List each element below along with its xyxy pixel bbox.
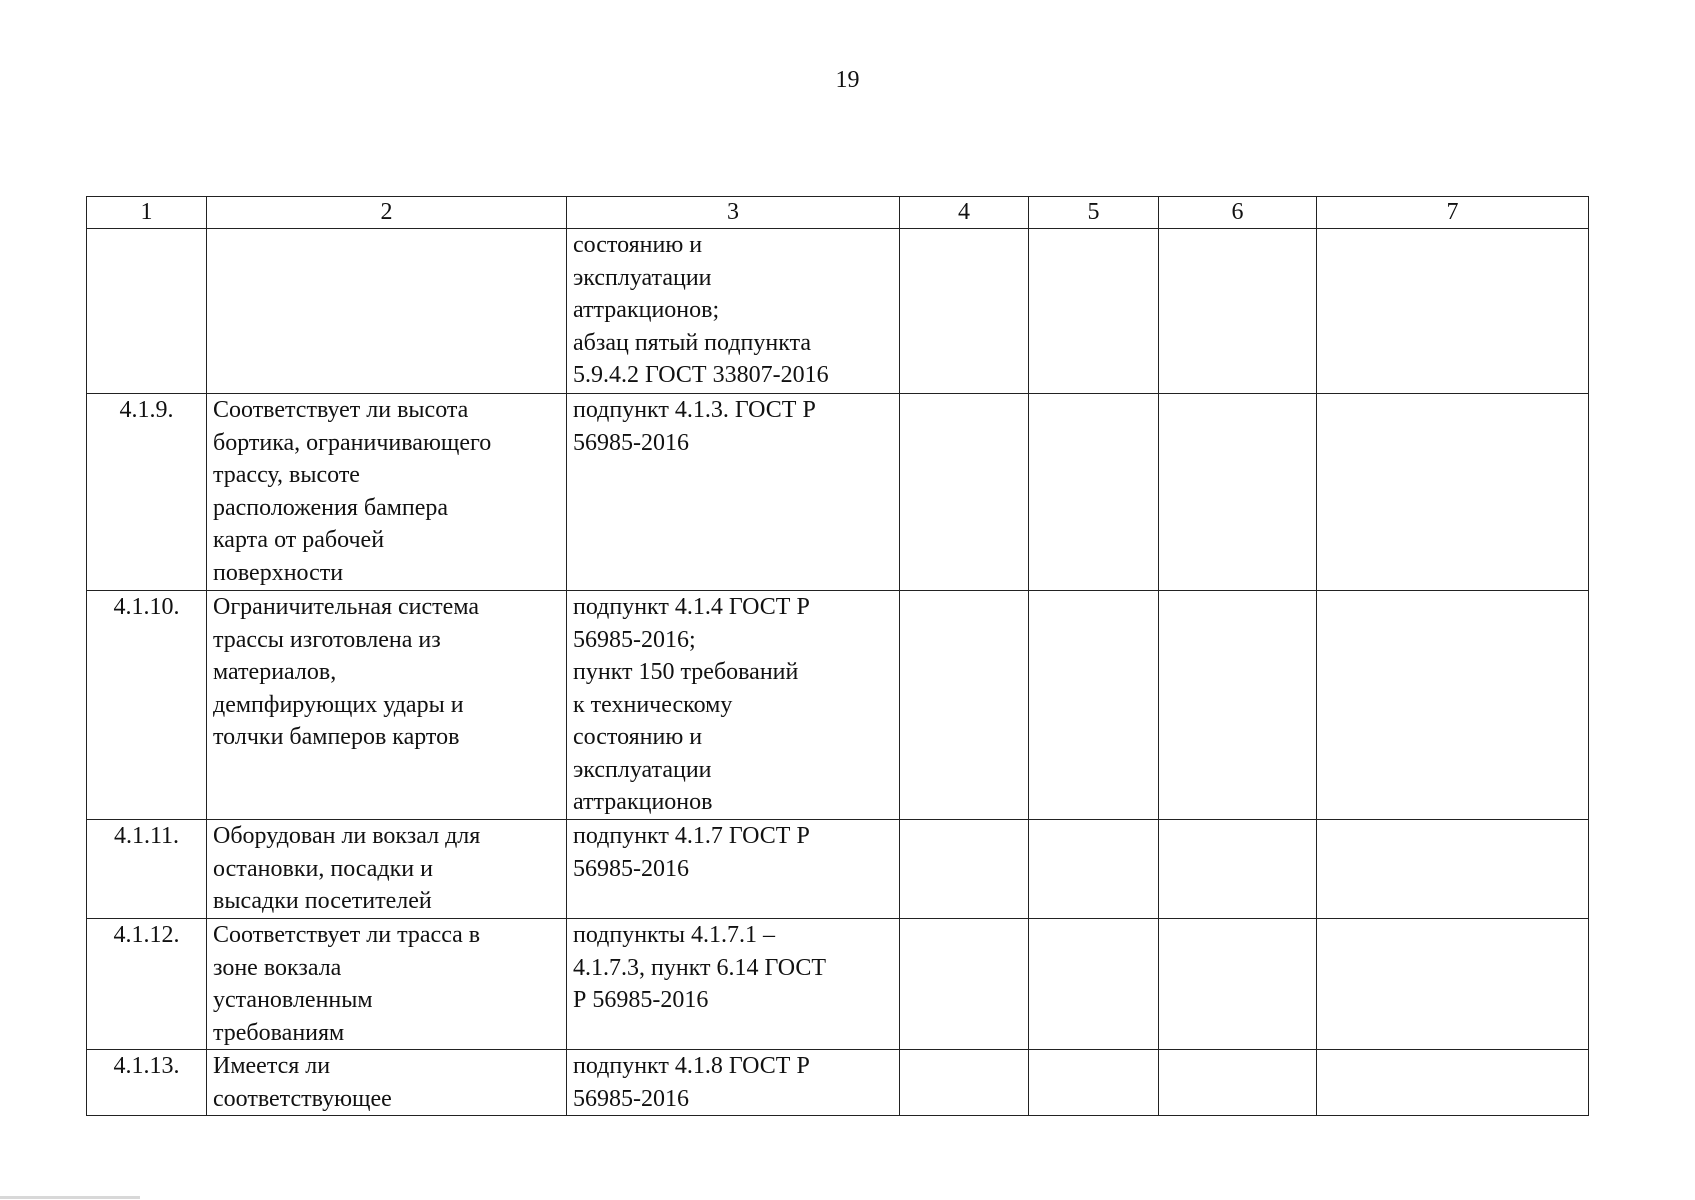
cell-col-5 (1029, 229, 1159, 394)
cell-col-7 (1317, 394, 1589, 591)
cell-col-6 (1159, 591, 1317, 820)
checklist-table-container (86, 196, 1588, 1116)
checklist-table (86, 196, 1589, 1116)
cell-col-6 (1159, 229, 1317, 394)
item-question (207, 229, 567, 394)
table-header-row (87, 197, 1589, 229)
table-row (87, 394, 1589, 591)
item-question: Ограничительная система трассы изготовлена из материалов, демпфирующих удары и толчки бамперов картов (207, 591, 567, 820)
table-row (87, 1050, 1589, 1116)
cell-col-6 (1159, 820, 1317, 919)
cell-col-5 (1029, 1050, 1159, 1116)
item-number: 4.1.12. (87, 919, 207, 1050)
cell-col-7 (1317, 229, 1589, 394)
item-question: Оборудован ли вокзал для остановки, посадки и высадки посетителей (207, 820, 567, 919)
cell-col-5 (1029, 820, 1159, 919)
header-col-1: 1 (87, 197, 207, 229)
cell-col-6 (1159, 394, 1317, 591)
item-number: 4.1.9. (87, 394, 207, 591)
cell-col-4 (900, 919, 1029, 1050)
cell-col-4 (900, 229, 1029, 394)
item-reference: подпункт 4.1.7 ГОСТ Р 56985-2016 (567, 820, 900, 919)
cell-col-5 (1029, 591, 1159, 820)
cell-col-7 (1317, 820, 1589, 919)
table-row (87, 591, 1589, 820)
item-reference: состоянию и эксплуатации аттракционов; абзац пятый подпункта 5.9.4.2 ГОСТ 33807-2016 (567, 229, 900, 394)
table-row (87, 229, 1589, 394)
item-number (87, 229, 207, 394)
item-number: 4.1.11. (87, 820, 207, 919)
cell-col-4 (900, 591, 1029, 820)
cell-col-5 (1029, 919, 1159, 1050)
cell-col-4 (900, 1050, 1029, 1116)
item-question: Соответствует ли трасса в зоне вокзала установленным требованиям (207, 919, 567, 1050)
cell-col-6 (1159, 1050, 1317, 1116)
item-number: 4.1.10. (87, 591, 207, 820)
cell-col-7 (1317, 591, 1589, 820)
header-col-7: 7 (1317, 197, 1589, 229)
page-number: 19 (835, 67, 860, 93)
item-question: Соответствует ли высота бортика, ограничивающего трассу, высоте расположения бампера карта от рабочей поверхности (207, 394, 567, 591)
item-reference: подпункт 4.1.3. ГОСТ Р 56985-2016 (567, 394, 900, 591)
table-row (87, 820, 1589, 919)
item-reference: подпункт 4.1.8 ГОСТ Р 56985-2016 (567, 1050, 900, 1116)
table-row (87, 919, 1589, 1050)
header-col-4: 4 (900, 197, 1029, 229)
cell-col-6 (1159, 919, 1317, 1050)
header-col-5: 5 (1029, 197, 1159, 229)
cell-col-5 (1029, 394, 1159, 591)
cell-col-4 (900, 394, 1029, 591)
cell-col-7 (1317, 1050, 1589, 1116)
header-col-2: 2 (207, 197, 567, 229)
item-reference: подпункт 4.1.4 ГОСТ Р 56985-2016; пункт 150 требований к техническому состоянию и эксплуатации аттракционов (567, 591, 900, 820)
scan-edge-mark (0, 1196, 140, 1199)
header-col-3: 3 (567, 197, 900, 229)
item-number: 4.1.13. (87, 1050, 207, 1116)
header-col-6: 6 (1159, 197, 1317, 229)
item-reference: подпункты 4.1.7.1 – 4.1.7.3, пункт 6.14 ГОСТ Р 56985-2016 (567, 919, 900, 1050)
cell-col-4 (900, 820, 1029, 919)
item-question: Имеется ли соответствующее (207, 1050, 567, 1116)
cell-col-7 (1317, 919, 1589, 1050)
